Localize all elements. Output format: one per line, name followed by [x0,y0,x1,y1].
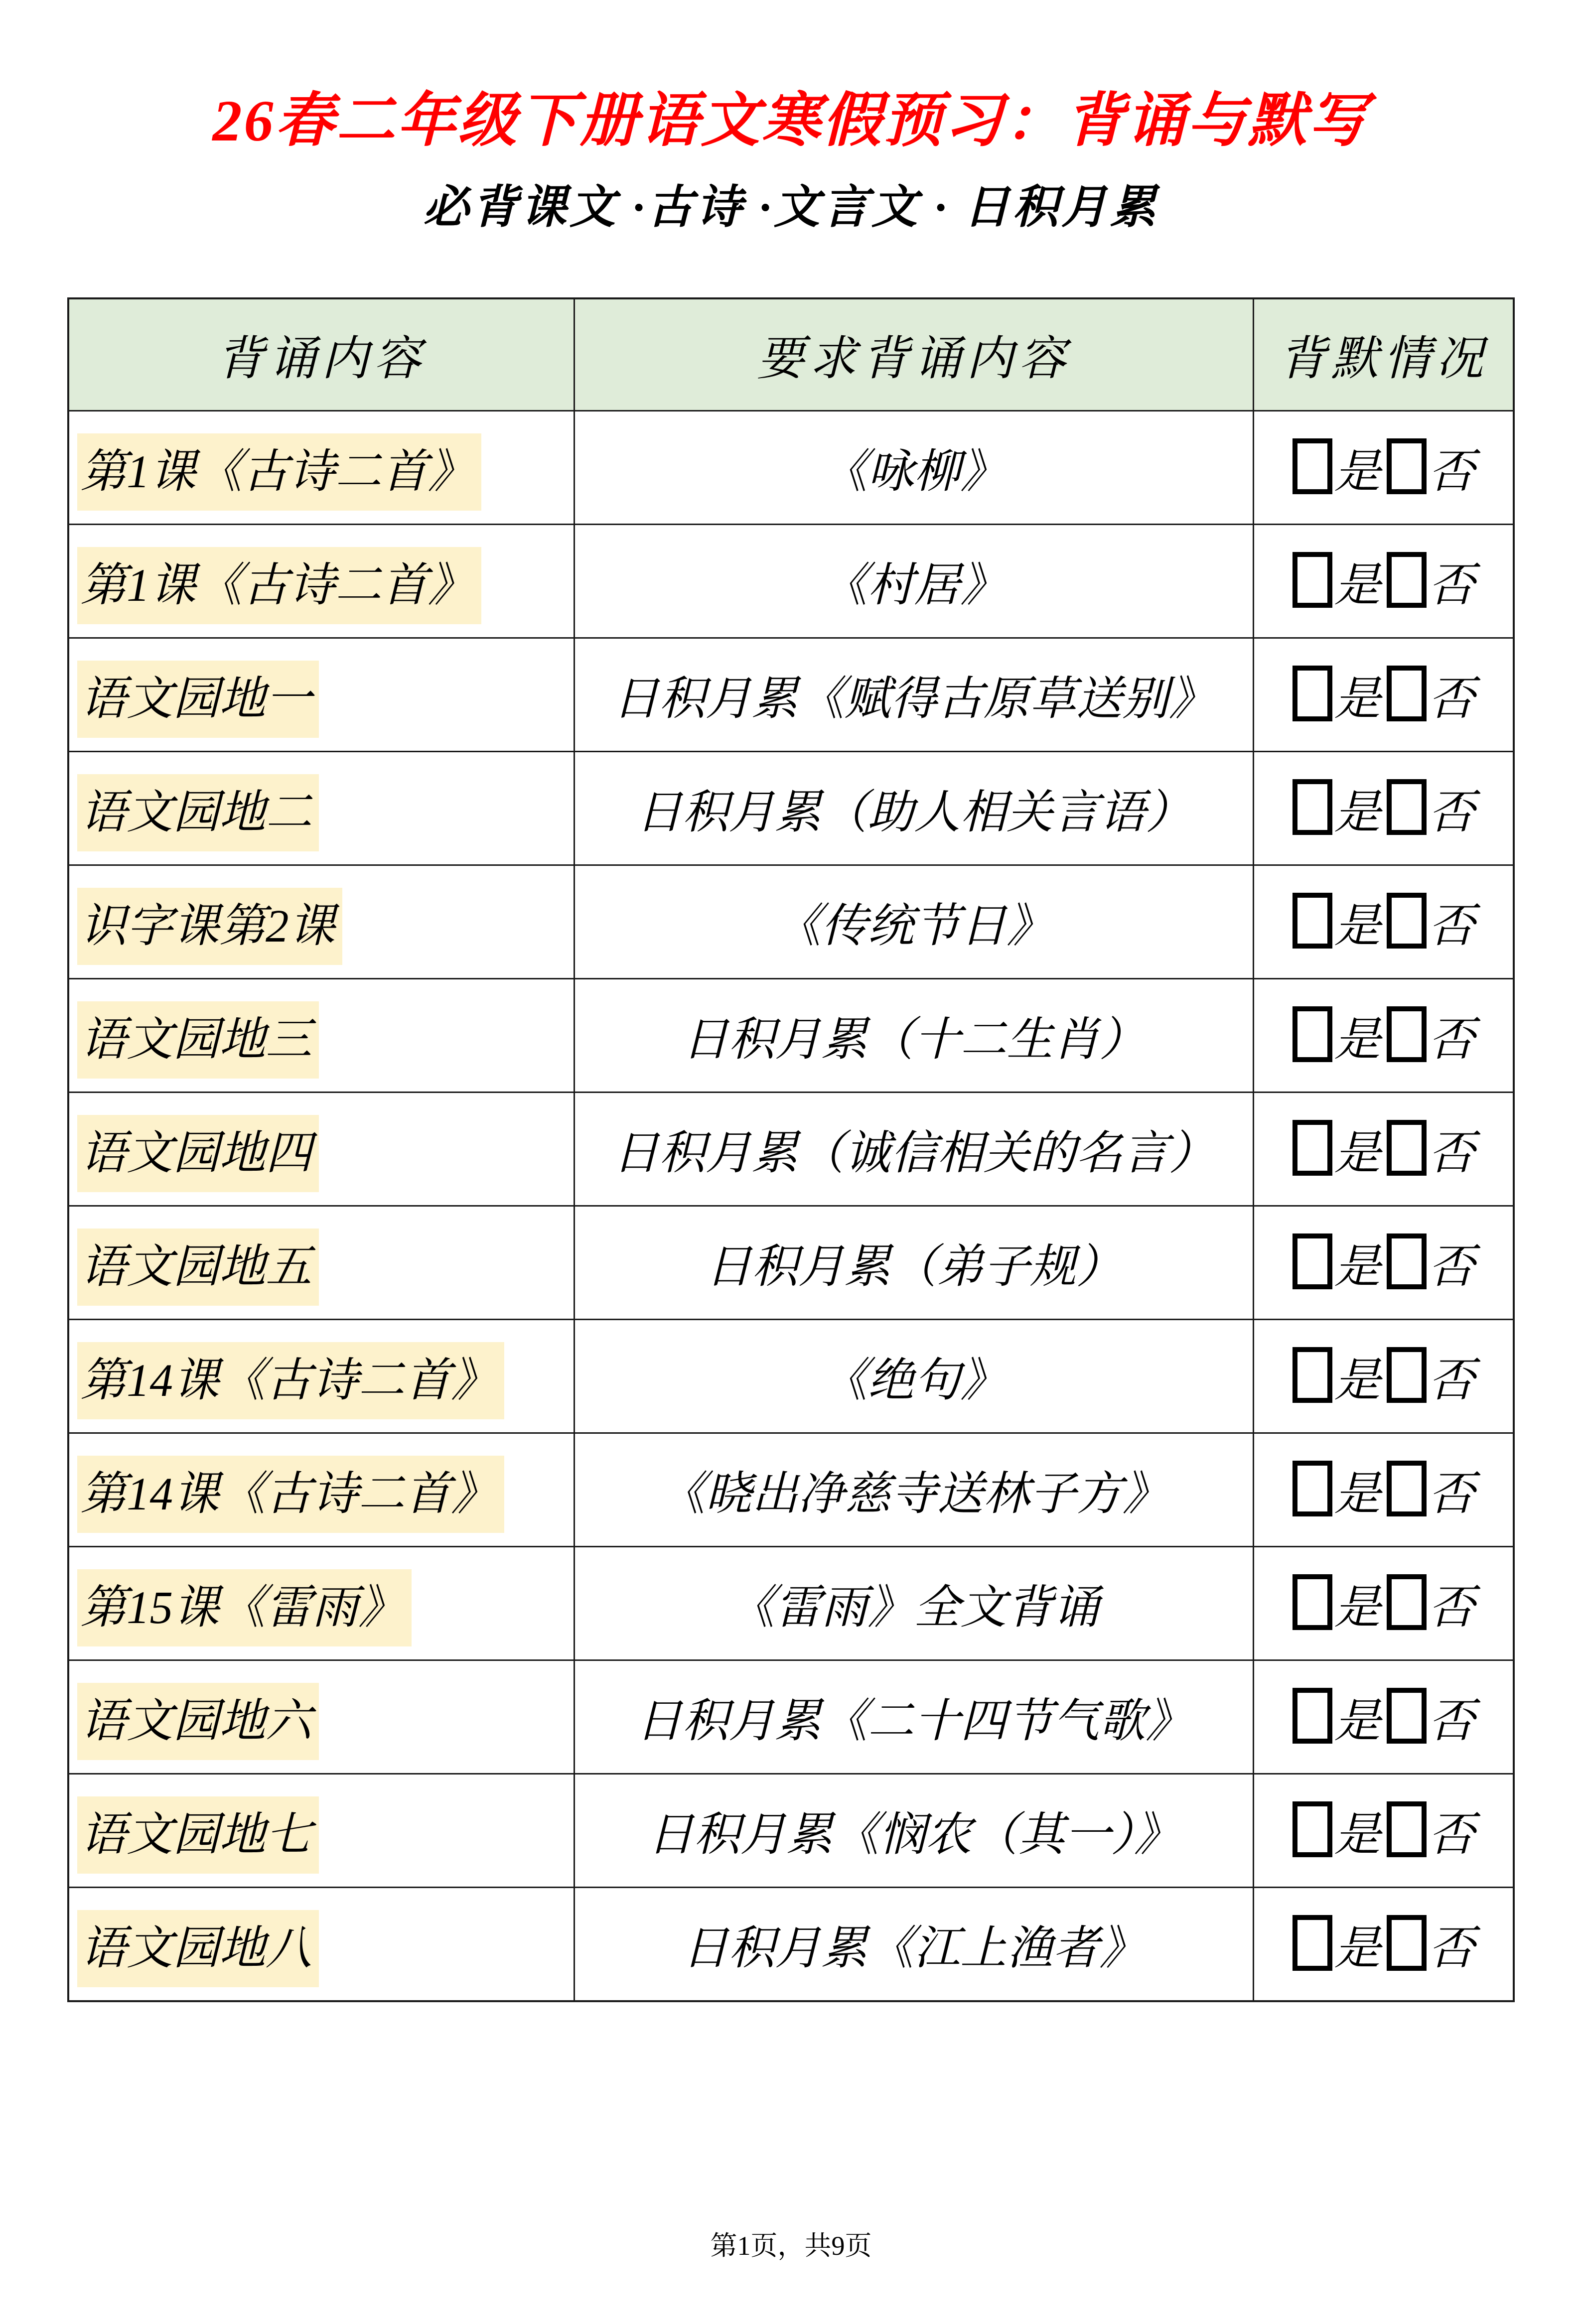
checkbox-no-icon [1387,1915,1427,1971]
requirement-text: 日积月累《二十四节气歌》 [574,1660,1253,1774]
document-page [0,87,1582,2324]
status-cell [1254,1319,1514,1433]
yes-label: 是 [1334,1923,1381,1975]
lesson-label: 第1课《古诗二首》 [77,547,481,624]
checkbox-no-icon [1387,1006,1427,1062]
no-label: 否 [1428,787,1475,839]
checkbox-no-icon [1387,779,1427,835]
checkbox-yes-icon [1293,779,1332,835]
requirement-text: 日积月累《悯农（其一）》 [574,1774,1253,1887]
lesson-label: 语文园地一 [77,661,319,738]
no-label: 否 [1428,1355,1475,1407]
requirement-text: 日积月累（诚信相关的名言） [574,1092,1253,1206]
yes-label: 是 [1334,1582,1381,1634]
requirement-text: 《雷雨》全文背诵 [574,1546,1253,1660]
requirement-text: 《传统节日》 [574,865,1253,978]
checkbox-no-icon [1387,1461,1427,1516]
status-cell [1254,1887,1514,2001]
yes-label: 是 [1334,1809,1381,1861]
table-row [68,410,1514,524]
lesson-label: 语文园地二 [77,774,319,851]
checkbox-no-icon [1387,1120,1427,1176]
checkbox-yes-icon [1293,552,1332,608]
status-cell [1254,1660,1514,1774]
lesson-label: 第15课《雷雨》 [77,1569,412,1646]
table-row [68,1092,1514,1206]
yes-label: 是 [1334,1469,1381,1520]
status-cell [1254,638,1514,751]
no-label: 否 [1428,1128,1475,1180]
no-label: 否 [1428,1696,1475,1748]
checkbox-no-icon [1387,893,1427,949]
status-cell [1254,524,1514,638]
requirement-text: 日积月累《江上渔者》 [574,1887,1253,2001]
lesson-label: 第14课《古诗二首》 [77,1456,504,1533]
checkbox-no-icon [1387,1574,1427,1630]
checkbox-yes-icon [1293,438,1332,494]
checkbox-yes-icon [1293,666,1332,721]
requirement-text: 《绝句》 [574,1319,1253,1433]
yes-label: 是 [1334,1014,1381,1066]
checkbox-yes-icon [1293,1233,1332,1289]
checkbox-yes-icon [1293,1574,1332,1630]
recitation-table [67,297,1515,2002]
table-row [68,524,1514,638]
table-row [68,1660,1514,1774]
checkbox-no-icon [1387,1233,1427,1289]
checkbox-yes-icon [1293,1347,1332,1403]
requirement-text: 日积月累（弟子规） [574,1206,1253,1319]
col-header-required-content: 要求背诵内容 [574,298,1253,411]
checkbox-yes-icon [1293,1461,1332,1516]
lesson-label: 语文园地五 [77,1229,319,1306]
yes-label: 是 [1334,446,1381,498]
requirement-text: 《咏柳》 [574,410,1253,524]
yes-label: 是 [1334,560,1381,612]
yes-label: 是 [1334,674,1381,725]
checkbox-no-icon [1387,552,1427,608]
no-label: 否 [1428,1241,1475,1293]
table-row [68,638,1514,751]
lesson-label: 第14课《古诗二首》 [77,1342,504,1419]
requirement-text: 日积月累（十二生肖） [574,978,1253,1092]
checkbox-yes-icon [1293,893,1332,949]
status-cell [1254,751,1514,865]
table-row [68,1206,1514,1319]
no-label: 否 [1428,1809,1475,1861]
no-label: 否 [1428,446,1475,498]
yes-label: 是 [1334,901,1381,953]
no-label: 否 [1428,901,1475,953]
checkbox-no-icon [1387,438,1427,494]
yes-label: 是 [1334,1241,1381,1293]
table-row [68,978,1514,1092]
table-row [68,1546,1514,1660]
status-cell [1254,1206,1514,1319]
col-header-recite-status: 背默情况 [1254,298,1514,411]
status-cell [1254,1092,1514,1206]
checkbox-yes-icon [1293,1915,1332,1971]
yes-label: 是 [1334,1696,1381,1748]
table-row [68,1433,1514,1546]
page-subtitle: 必背课文 ·古诗 ·文言文 · 日积月累 [423,181,1159,233]
col-header-recite-content: 背诵内容 [68,298,574,411]
table-row [68,1319,1514,1433]
table-row [68,1887,1514,2001]
requirement-text: 日积月累（助人相关言语） [574,751,1253,865]
no-label: 否 [1428,1582,1475,1634]
lesson-label: 语文园地四 [77,1115,319,1192]
lesson-label: 语文园地八 [77,1910,319,1987]
lesson-label: 语文园地六 [77,1683,319,1760]
no-label: 否 [1428,1014,1475,1066]
yes-label: 是 [1334,787,1381,839]
checkbox-yes-icon [1293,1801,1332,1857]
table-row [68,865,1514,978]
table-row [68,751,1514,865]
status-cell [1254,1433,1514,1546]
checkbox-no-icon [1387,1688,1427,1744]
lesson-label: 识字课第2课 [77,888,342,965]
status-cell [1254,1774,1514,1887]
requirement-text: 日积月累《赋得古原草送别》 [574,638,1253,751]
checkbox-yes-icon [1293,1006,1332,1062]
checkbox-no-icon [1387,666,1427,721]
page-number: 第1页，共9页 [710,2231,872,2261]
yes-label: 是 [1334,1128,1381,1180]
lesson-label: 第1课《古诗二首》 [77,433,481,511]
no-label: 否 [1428,560,1475,612]
lesson-label: 语文园地七 [77,1796,319,1874]
checkbox-no-icon [1387,1801,1427,1857]
status-cell [1254,410,1514,524]
requirement-text: 《村居》 [574,524,1253,638]
page-title: 26春二年级下册语文寒假预习：背诵与默写 [212,88,1370,153]
table-header-row [68,298,1514,411]
status-cell [1254,978,1514,1092]
status-cell [1254,1546,1514,1660]
no-label: 否 [1428,1469,1475,1520]
no-label: 否 [1428,1923,1475,1975]
no-label: 否 [1428,674,1475,725]
status-cell [1254,865,1514,978]
checkbox-yes-icon [1293,1688,1332,1744]
checkbox-yes-icon [1293,1120,1332,1176]
lesson-label: 语文园地三 [77,1001,319,1079]
table-row [68,1774,1514,1887]
requirement-text: 《晓出净慈寺送林子方》 [574,1433,1253,1546]
yes-label: 是 [1334,1355,1381,1407]
checkbox-no-icon [1387,1347,1427,1403]
